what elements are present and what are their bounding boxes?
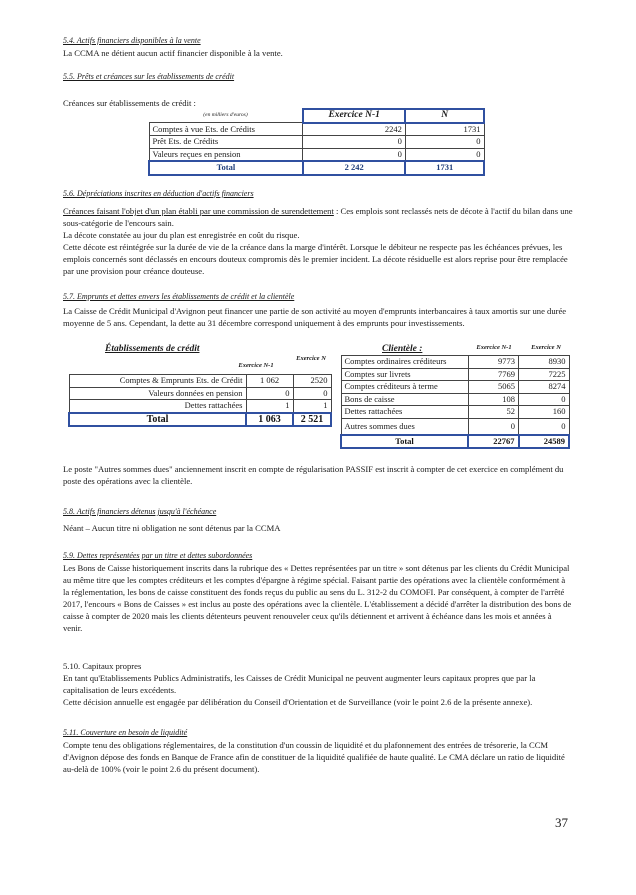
row-label: Comptes & Emprunts Ets. de Crédit xyxy=(69,375,246,388)
row-value: 0 xyxy=(468,418,519,435)
table-row xyxy=(69,400,331,413)
total-row xyxy=(341,435,569,449)
row-value: 0 xyxy=(293,387,331,400)
row-value: 2520 xyxy=(293,375,331,388)
section-5-10 xyxy=(63,660,573,708)
table-row xyxy=(341,368,569,381)
heading-5-5: 5.5. Prêts et créances sur les établissements de crédit xyxy=(63,72,235,81)
heading-5-6: 5.6. Dépréciations inscrites en déduction d'actifs financiers xyxy=(63,189,254,198)
table-row xyxy=(341,406,569,419)
total-value: 2 242 xyxy=(303,161,405,175)
col-header-n: Exercice N xyxy=(296,355,326,362)
section-5-8 xyxy=(63,506,573,534)
col-header-n1: Exercice N-1 xyxy=(303,109,405,123)
paragraph: Le poste "Autres sommes dues" anciennement inscrit en compte de régularisation PASSIF est inscrit à compter de cet exercice en complément du poste des opérations avec la clientèle. xyxy=(63,464,564,486)
row-value: 1731 xyxy=(405,123,484,136)
paragraph: La Caisse de Crédit Municipal d'Avignon peut financer une partie de son activité au moyen d'emprunts interbancaires à taux amortis sur une durée moyenne de 5 ans. Cependant, la dette au 31 décembre correspond uniquement à des emprunts pour investissements. xyxy=(63,306,567,328)
row-label: Autres sommes dues xyxy=(341,418,468,435)
row-label: Comptes sur livrets xyxy=(341,368,468,381)
underlined-text: Créances faisant l'objet d'un plan établi par une commission de surendettement xyxy=(63,206,334,216)
etab-title: Établissements de crédit xyxy=(105,344,200,354)
unit-label: (en milliers d'euros) xyxy=(203,112,248,118)
table-row xyxy=(341,381,569,394)
row-value: 52 xyxy=(468,406,519,419)
row-value: 1 xyxy=(246,400,293,413)
row-value: 0 xyxy=(303,136,405,149)
row-label: Prêt Ets. de Crédits xyxy=(149,136,303,149)
row-value: 0 xyxy=(246,387,293,400)
row-label: Comptes ordinaires créditeurs xyxy=(341,356,468,369)
heading-5-10: 5.10. Capitaux propres xyxy=(63,661,142,671)
client-title: Clientèle : xyxy=(382,344,423,354)
total-row xyxy=(69,413,331,427)
row-label: Dettes rattachées xyxy=(341,406,468,419)
section-5-7 xyxy=(63,291,573,303)
row-value: 0 xyxy=(303,148,405,161)
paragraph-text: : Ces emplois sont reclassés nets de décote à l'actif du bilan dans une sous-catégorie de l'encours sain. xyxy=(63,206,573,228)
row-value: 0 xyxy=(405,148,484,161)
page-number: 37 xyxy=(555,815,568,830)
table-row xyxy=(149,148,484,161)
row-value: 7225 xyxy=(519,368,570,381)
col-header-n: N xyxy=(405,109,484,123)
table-row xyxy=(149,136,484,149)
paragraph: En tant qu'Etablissements Publics Administratifs, les Caisses de Crédit Municipal ne peuvent augmenter leurs capitaux propres que par la capitalisation de leurs excédents. xyxy=(63,673,536,695)
paragraph: Cette décote est réintégrée sur la durée de vie de la créance dans la marge d'intérêt. Lorsque le débiteur ne respecte pas les échéances prévues, les emplois concernés sont déclassés en encours douteux compromis dès le premier incident. La décote résiduelle est alors reprise pour être remplacée par une provision pour créance douteuse. xyxy=(63,242,568,276)
table-creances xyxy=(148,108,485,176)
body-5-6 xyxy=(63,205,573,277)
heading-5-7: 5.7. Emprunts et dettes envers les établissements de crédit et la clientèle xyxy=(63,292,295,301)
heading-5-8: 5.8. Actifs financiers détenus jusqu'à l'échéance xyxy=(63,507,217,516)
section-5-9 xyxy=(63,550,573,634)
row-value: 7769 xyxy=(468,368,519,381)
intro-text-5-5: Créances sur établissements de crédit : xyxy=(63,98,196,108)
row-value: 0 xyxy=(519,393,570,406)
section-5-4 xyxy=(63,35,573,59)
heading-5-9: 5.9. Dettes représentées par un titre et dettes subordonnées xyxy=(63,551,253,560)
section-5-11 xyxy=(63,727,573,775)
row-value: 108 xyxy=(468,393,519,406)
total-value: 1731 xyxy=(405,161,484,175)
body-5-7 xyxy=(63,305,573,329)
after-5-7 xyxy=(63,463,573,487)
paragraph: La décote constatée au jour du plan est enregistrée en coût du risque. xyxy=(63,230,300,240)
total-label: Total xyxy=(149,161,303,175)
row-label: Dettes rattachées xyxy=(69,400,246,413)
row-value: 5065 xyxy=(468,381,519,394)
text-5-8: Néant – Aucun titre ni obligation ne sont détenus par la CCMA xyxy=(63,523,281,533)
row-label: Bons de caisse xyxy=(341,393,468,406)
section-5-5 xyxy=(63,71,573,83)
text-5-4: La CCMA ne détient aucun actif financier disponible à la vente. xyxy=(63,48,283,58)
paragraph: Cette décision annuelle est engagée par délibération du Conseil d'Orientation et de Surveillance (voir le point 2.6 de la présente annexe). xyxy=(63,697,533,707)
row-value: 8930 xyxy=(519,356,570,369)
row-value: 8274 xyxy=(519,381,570,394)
heading-5-11: 5.11. Couverture en besoin de liquidité xyxy=(63,728,188,737)
total-label: Total xyxy=(69,413,246,427)
paragraph xyxy=(63,205,573,229)
row-label: Comptes à vue Ets. de Crédits xyxy=(149,123,303,136)
row-value: 0 xyxy=(519,418,570,435)
paragraph: Les Bons de Caisse historiquement inscrits dans la rubrique des « Dettes représentées par un titre » sont détenus par les clients du Crédit Municipal au même titre que les comptes créditeurs et les comptes d'épargne à régime spécial. Faisant partie des opérations avec la clientèle conformément à la réglementation, les bons de caisse constituent des fonds reçus du public au sens du L. 312-2 du COMOFI. Par conséquent, à compter de l'arrêté 2017, l'encours « Bons de Caisses » est inclus au poste des opérations avec la clientèle. L'établissement a décidé d'arrêter la distribution des bons de caisse à compter de 2020 mais les clients détenteurs peuvent renouveler ceux qu'ils détiennent et arrivent à échéance dans les mois et années à venir. xyxy=(63,563,572,633)
total-value: 2 521 xyxy=(293,413,331,427)
table-clientele xyxy=(340,355,570,449)
paragraph: Compte tenu des obligations réglementaires, de la constitution d'un coussin de liquidité et du plafonnement des entrées de trésorerie, la CCM d'Avignon dépose des fonds en Banque de France afin de constituer de la liquidité qualifiée de haute qualité. Le CMA déclare un ratio de liquidité au-delà de 100% (voir le point 2.6 du présent document). xyxy=(63,740,565,774)
row-value: 9773 xyxy=(468,356,519,369)
table-row xyxy=(341,418,569,435)
row-label: Comptes créditeurs à terme xyxy=(341,381,468,394)
table-row xyxy=(69,375,331,388)
total-row xyxy=(149,161,484,175)
table-row xyxy=(341,356,569,369)
row-value: 2242 xyxy=(303,123,405,136)
table-row xyxy=(149,123,484,136)
row-label: Valeurs reçues en pension xyxy=(149,148,303,161)
col-header-n1: Exercice N-1 xyxy=(238,362,274,369)
table-row xyxy=(69,387,331,400)
row-value: 1 xyxy=(293,400,331,413)
total-value: 22767 xyxy=(468,435,519,449)
row-value: 160 xyxy=(519,406,570,419)
total-label: Total xyxy=(341,435,468,449)
row-value: 0 xyxy=(405,136,484,149)
table-etablissements xyxy=(68,374,332,427)
heading-5-4: 5.4. Actifs financiers disponibles à la vente xyxy=(63,36,201,45)
total-value: 1 063 xyxy=(246,413,293,427)
section-5-6 xyxy=(63,188,573,200)
table-row xyxy=(341,393,569,406)
col-header-n1: Exercice N-1 xyxy=(476,344,512,351)
row-label: Valeurs données en pension xyxy=(69,387,246,400)
total-value: 24589 xyxy=(519,435,570,449)
row-value: 1 062 xyxy=(246,375,293,388)
col-header-n: Exercice N xyxy=(531,344,561,351)
